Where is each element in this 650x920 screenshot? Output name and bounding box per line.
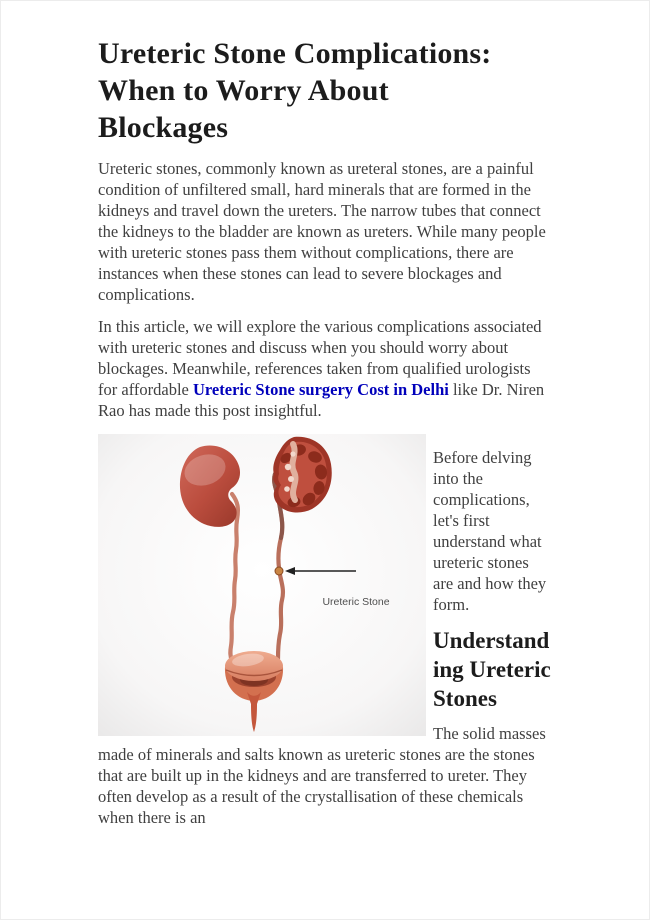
- ureteric-stone-dot: [275, 567, 283, 575]
- figure-label: Ureteric Stone: [322, 596, 390, 608]
- surgery-cost-link[interactable]: Ureteric Stone surgery Cost in Delhi: [192, 380, 449, 399]
- page-title: [98, 35, 553, 146]
- title-line-3: Blockages: [98, 111, 229, 144]
- title-line-2: When to Worry About: [98, 74, 389, 107]
- references-text-after: like Dr. Niren Rao has made this post insightful.: [98, 380, 545, 420]
- kidneys-ureters-bladder-image: [98, 434, 426, 736]
- title-line-1: Ureteric Stone Complications:: [98, 37, 492, 70]
- intro-paragraph: Ureteric stones, commonly known as ureteral stones, are a painful condition of unfiltered small, hard minerals that are formed in the kidneys and travel down the ureters. The narrow tubes that connect the kidneys to the bladder are known as ureters. While many people with ureteric stones pass them without complications, there are instances when these stones can lead to severe blockages and complications.: [98, 159, 546, 304]
- references-paragraph: [98, 316, 553, 421]
- references-text-before: In this article, we will explore the various complications associated with ureteric stones and discuss when you should worry about blockages. Meanwhile, references taken from qualified urologists for affordable: [98, 317, 542, 399]
- section-body-paragraph: The solid masses made of minerals and salts known as ureteric stones are the stones that are built up in the kidneys and are transferred to ureter. They often develop as a result of the crystallisation of these chemicals when there is an: [98, 724, 546, 827]
- lead-in-paragraph: Before delving into the complications, let's first understand what ureteric stones are and how they form.: [433, 448, 547, 614]
- section-heading: Understanding Ureteric Stones: [433, 628, 551, 711]
- urinary-system-illustration: [98, 434, 426, 736]
